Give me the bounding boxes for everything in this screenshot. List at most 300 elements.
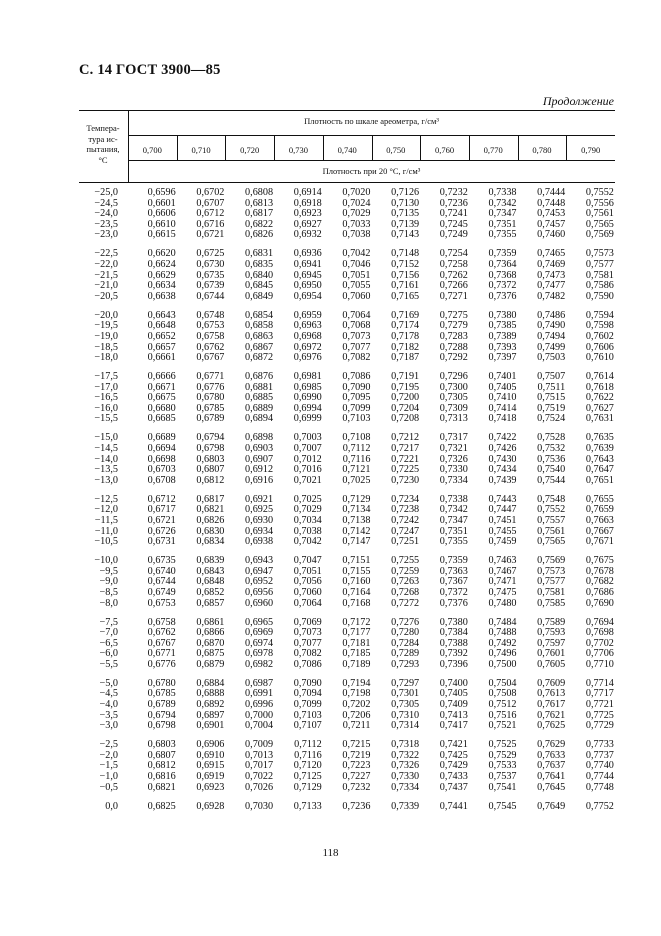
density-cell: 0,7443 [488,493,517,505]
density-cell: 0,6925 [245,504,274,516]
density-cell: 0,7280 [391,627,420,639]
row-group [79,740,619,793]
density-cell: 0,7565 [537,536,566,548]
density-cell: 0,7515 [537,392,566,404]
density-cell: 0,7444 [537,187,566,198]
density-cell: 0,7189 [342,658,371,670]
temp-header-line: тура ис- [88,133,118,144]
density-cell: 0,7392 [439,648,468,660]
density-cell: 0,7397 [488,352,517,364]
density-cell: 0,7204 [391,402,420,414]
temperature-cell: −6,5 [99,637,118,649]
density-cell: 0,7655 [585,493,614,505]
density-cell: 0,7151 [342,555,371,567]
density-cell: 0,7225 [391,464,420,476]
density-cell: 0,6780 [196,392,225,404]
density-cell: 0,6749 [147,586,176,598]
density-cell: 0,7000 [245,709,274,721]
density-cell: 0,6968 [293,330,322,342]
column-header: 0,770 [483,145,503,155]
density-cell: 0,7597 [537,637,566,649]
density-cell: 0,6863 [245,330,274,342]
density-cell: 0,6897 [196,709,225,721]
density-cell: 0,7467 [488,565,517,577]
density-cell: 0,7737 [585,749,614,761]
density-cell: 0,7181 [342,637,371,649]
density-cell: 0,6947 [245,565,274,577]
density-cell: 0,7425 [439,749,468,761]
temperature-cell: −18,0 [94,352,118,364]
density-cell: 0,7004 [245,720,274,732]
density-cell: 0,7536 [537,453,566,465]
density-cell: 0,7439 [488,474,517,486]
density-cell: 0,7060 [293,586,322,598]
density-cell: 0,7138 [342,514,371,526]
density-cell: 0,7492 [488,637,517,649]
temperature-cell: −8,0 [99,597,118,609]
density-cell: 0,7573 [585,248,614,260]
density-cell: 0,7020 [342,187,371,198]
density-cell: 0,7022 [245,771,274,783]
density-cell: 0,7465 [537,248,566,260]
density-cell: 0,7247 [391,525,420,537]
density-cell: 0,7503 [537,352,566,364]
temperature-cell: 0,0 [105,800,118,812]
density-cell: 0,7003 [293,432,322,444]
density-cell: 0,6675 [147,392,176,404]
density-header: Плотность по шкале ареометра, г/см³ [304,116,439,126]
density-cell: 0,6919 [196,771,225,783]
density-cell: 0,7744 [585,771,614,783]
density-cell: 0,6959 [293,309,322,321]
column-header: 0,760 [434,145,455,155]
density-cell: 0,6918 [293,197,322,209]
density-cell: 0,6767 [147,637,176,649]
density-cell: 0,7433 [439,771,468,783]
density-cell: 0,7586 [585,280,614,292]
density-cell: 0,6952 [245,576,274,588]
density-cell: 0,6789 [147,699,176,711]
density-cell: 0,7073 [342,330,371,342]
density-cell: 0,7069 [293,616,322,628]
temperature-cell: −1,0 [99,771,118,783]
temperature-cell: −14,0 [94,453,118,465]
temperature-cell: −4,5 [99,688,118,700]
density-cell: 0,7326 [391,760,420,772]
density-cell: 0,6974 [245,637,274,649]
temperature-cell: −9,5 [99,565,118,577]
density-cell: 0,7396 [439,658,468,670]
page-number: 118 [322,847,339,859]
density-cell: 0,6867 [245,341,274,353]
temperature-cell: −25,0 [94,187,118,198]
density-cell: 0,7507 [537,371,566,383]
density-cell: 0,7314 [391,720,420,732]
density-cell: 0,7164 [342,586,371,598]
density-cell: 0,7051 [293,565,322,577]
column-header: 0,780 [532,145,552,155]
density-cell: 0,7528 [537,432,566,444]
density-cell: 0,6798 [196,443,225,455]
row-group [79,249,619,302]
density-cell: 0,6813 [245,197,274,209]
table-row [79,599,619,610]
density-cell: 0,7499 [537,341,566,353]
density-cell: 0,6739 [196,280,225,292]
density-cell: 0,7116 [342,453,371,465]
density-cell: 0,6785 [147,688,176,700]
density-cell: 0,6915 [196,760,225,772]
density-cell: 0,7142 [342,525,371,537]
density-cell: 0,7610 [585,352,614,364]
density-cell: 0,7573 [537,565,566,577]
density-cell: 0,6826 [196,514,225,526]
density-cell: 0,6825 [147,800,176,812]
density-cell: 0,7262 [439,269,468,281]
table-row [79,516,619,527]
density-cell: 0,7347 [488,208,517,220]
header-col-rule [128,160,615,161]
density-cell: 0,7645 [537,781,566,793]
density-cell: 0,6794 [196,432,225,444]
density-cell: 0,7275 [439,309,468,321]
density-cell: 0,6999 [293,413,322,425]
density-cell: 0,6689 [147,432,176,444]
density-cell: 0,7168 [342,597,371,609]
density-cell: 0,6808 [245,187,274,198]
density-cell: 0,6903 [245,443,274,455]
density-cell: 0,7729 [585,720,614,732]
table-body [79,188,619,821]
density-cell: 0,7160 [342,576,371,588]
density-cell: 0,6812 [147,760,176,772]
density-cell: 0,7414 [488,402,517,414]
table-row [79,783,619,794]
temperature-cell: −5,0 [99,677,118,689]
density-cell: 0,7633 [537,749,566,761]
density-cell: 0,7099 [293,699,322,711]
density-cell: 0,7268 [391,586,420,598]
density-cell: 0,6685 [147,413,176,425]
density-cell: 0,7519 [537,402,566,414]
density-cell: 0,7126 [391,187,420,198]
density-cell: 0,7317 [439,432,468,444]
density-cell: 0,6950 [293,280,322,292]
density-cell: 0,7581 [537,586,566,598]
density-cell: 0,7135 [391,208,420,220]
density-cell: 0,7577 [585,258,614,270]
density-cell: 0,7482 [537,290,566,302]
temperature-cell: −22,5 [94,248,118,260]
table-row [79,660,619,671]
density-cell: 0,6976 [293,352,322,364]
temperature-cell: −0,5 [99,781,118,793]
density-cell: 0,7276 [391,616,420,628]
temperature-cell: −24,0 [94,208,118,220]
density-cell: 0,7367 [439,576,468,588]
table-row [79,188,619,199]
density-cell: 0,6620 [147,248,176,260]
density-cell: 0,7169 [391,309,420,321]
density-cell: 0,6866 [196,627,225,639]
density-cell: 0,7112 [294,739,322,751]
density-cell: 0,7355 [488,229,517,241]
density-cell: 0,6785 [196,402,225,414]
density-cell: 0,6978 [245,648,274,660]
density-cell: 0,7007 [293,443,322,455]
density-cell: 0,6835 [245,258,274,270]
density-cell: 0,7223 [342,760,371,772]
density-cell: 0,7206 [342,709,371,721]
density-cell: 0,7025 [342,474,371,486]
density-cell: 0,6885 [245,392,274,404]
temperature-cell: −11,5 [94,514,118,526]
density-cell: 0,7130 [391,197,420,209]
density-cell: 0,7255 [391,555,420,567]
density-cell: 0,7401 [488,371,517,383]
density-cell: 0,7477 [537,280,566,292]
density-cell: 0,7293 [391,658,420,670]
density-cell: 0,7283 [439,330,468,342]
density-cell: 0,7121 [342,464,371,476]
density-cell: 0,6712 [147,493,176,505]
density-cell: 0,7310 [391,709,420,721]
density-cell: 0,7663 [585,514,614,526]
density-cell: 0,7488 [488,627,517,639]
density-cell: 0,6753 [147,597,176,609]
density-cell: 0,7667 [585,525,614,537]
density-cell: 0,7659 [585,504,614,516]
temperature-cell: −20,5 [94,290,118,302]
table-row [79,588,619,599]
density-cell: 0,6807 [196,464,225,476]
density-cell: 0,6671 [147,381,176,393]
density-cell: 0,7613 [537,688,566,700]
density-cell: 0,7421 [439,739,468,751]
density-cell: 0,7305 [439,392,468,404]
density-cell: 0,7351 [439,525,468,537]
density-cell: 0,7094 [293,688,322,700]
density-cell: 0,6771 [147,648,176,660]
density-cell: 0,7486 [537,309,566,321]
temperature-cell: −1,5 [99,760,118,772]
density-cell: 0,6596 [147,187,176,198]
density-cell: 0,7334 [439,474,468,486]
density-cell: 0,7338 [488,187,517,198]
density-cell: 0,7376 [488,290,517,302]
density-cell: 0,7064 [293,597,322,609]
table-row [79,721,619,732]
density-cell: 0,7605 [537,658,566,670]
density-cell: 0,7602 [585,330,614,342]
density-cell: 0,7152 [391,258,420,270]
density-cell: 0,7227 [342,771,371,783]
density-cell: 0,7156 [391,269,420,281]
density-cell: 0,7368 [488,269,517,281]
density-cell: 0,6965 [245,616,274,628]
density-cell: 0,6794 [147,709,176,721]
density-cell: 0,7284 [391,637,420,649]
temperature-cell: −4,0 [99,699,118,711]
density-cell: 0,6716 [196,218,225,230]
density-cell: 0,6744 [196,290,225,302]
density-cell: 0,7230 [391,474,420,486]
density-cell: 0,7134 [342,504,371,516]
density-cell: 0,7241 [439,208,468,220]
density-cell: 0,6725 [196,248,225,260]
density-cell: 0,7500 [488,658,517,670]
density-cell: 0,6652 [147,330,176,342]
density-cell: 0,7552 [585,187,614,198]
density-cell: 0,7155 [342,565,371,577]
density-cell: 0,6694 [147,443,176,455]
density-cell: 0,7082 [293,648,322,660]
temperature-cell: −17,5 [94,371,118,383]
density-cell: 0,7413 [439,709,468,721]
density-cell: 0,7511 [537,381,566,393]
density-cell: 0,6721 [147,514,176,526]
density-cell: 0,6936 [293,248,322,260]
density-cell: 0,6822 [245,218,274,230]
density-cell: 0,7221 [391,453,420,465]
density-cell: 0,7469 [537,258,566,270]
density-cell: 0,7524 [537,413,566,425]
density-cell: 0,7437 [439,781,468,793]
density-cell: 0,7202 [342,699,371,711]
density-cell: 0,7046 [342,258,371,270]
density-cell: 0,6857 [196,597,225,609]
density-cell: 0,6945 [293,269,322,281]
density-cell: 0,7639 [585,443,614,455]
density-cell: 0,7143 [391,229,420,241]
density-cell: 0,7172 [342,616,371,628]
density-cell: 0,7112 [342,443,371,455]
density-cell: 0,7649 [537,800,566,812]
temperature-cell: −10,5 [94,536,118,548]
row-group [79,372,619,425]
density-cell: 0,7297 [391,677,420,689]
density-cell: 0,6721 [196,229,225,241]
density-cell: 0,6776 [147,658,176,670]
temperature-cell: −24,5 [94,197,118,209]
density-cell: 0,7326 [439,453,468,465]
density-cell: 0,7671 [585,536,614,548]
temp-header-line: Темпера- [86,123,120,133]
density-cell: 0,6889 [245,402,274,414]
density-cell: 0,7593 [537,627,566,639]
row-group [79,495,619,548]
density-cell: 0,7627 [585,402,614,414]
temperature-cell: −8,5 [99,586,118,598]
table-row [79,260,619,271]
density-cell: 0,6994 [293,402,322,414]
density-cell: 0,7647 [585,464,614,476]
density-cell: 0,7585 [537,597,566,609]
density-cell: 0,6985 [293,381,322,393]
density-cell: 0,6981 [293,371,322,383]
density-cell: 0,7609 [537,677,566,689]
continuation-label: Продолжение [542,94,614,108]
row-group [79,679,619,732]
density-cell: 0,7471 [488,576,517,588]
temperature-cell: −7,0 [99,627,118,639]
density-cell: 0,7321 [439,443,468,455]
density-cell: 0,6884 [196,677,225,689]
density-cell: 0,7082 [342,352,371,364]
density-cell: 0,6843 [196,565,225,577]
density-cell: 0,7422 [488,432,517,444]
density-cell: 0,6972 [293,341,322,353]
density-cell: 0,6934 [245,525,274,537]
density-cell: 0,7541 [488,781,517,793]
density-cell: 0,6960 [245,597,274,609]
density-cell: 0,7263 [391,576,420,588]
density-cell: 0,6821 [147,781,176,793]
density-cell: 0,6717 [147,504,176,516]
density-cell: 0,7606 [585,341,614,353]
density-cell: 0,7384 [439,627,468,639]
density-subheader: Плотность при 20 °С, г/см³ [322,166,421,176]
row-group [79,188,619,241]
density-cell: 0,6907 [245,453,274,465]
density-cell: 0,6817 [245,208,274,220]
density-cell: 0,7617 [537,699,566,711]
density-cell: 0,6932 [293,229,322,241]
temperature-cell: −6,0 [99,648,118,660]
density-cell: 0,7042 [342,248,371,260]
density-cell: 0,6982 [245,658,274,670]
density-cell: 0,7721 [585,699,614,711]
density-cell: 0,7301 [391,688,420,700]
density-cell: 0,6852 [196,586,225,598]
density-cell: 0,7459 [488,536,517,548]
density-cell: 0,7594 [585,309,614,321]
density-cell: 0,7643 [585,453,614,465]
density-cell: 0,7686 [585,586,614,598]
density-cell: 0,6848 [196,576,225,588]
density-cell: 0,6798 [147,720,176,732]
temperature-cell: −14,5 [94,443,118,455]
density-cell: 0,7400 [439,677,468,689]
density-cell: 0,6762 [196,341,225,353]
density-cell: 0,7448 [537,197,566,209]
density-cell: 0,7537 [488,771,517,783]
density-cell: 0,6898 [245,432,274,444]
temperature-cell: −13,0 [94,474,118,486]
density-cell: 0,7740 [585,760,614,772]
temperature-cell: −23,5 [94,218,118,230]
density-cell: 0,7706 [585,648,614,660]
density-cell: 0,7359 [439,555,468,567]
density-cell: 0,7025 [293,493,322,505]
temperature-cell: −9,0 [99,576,118,588]
table-row [79,414,619,425]
density-cell: 0,7012 [293,453,322,465]
density-cell: 0,6661 [147,352,176,364]
density-cell: 0,7029 [342,208,371,220]
density-cell: 0,7236 [439,197,468,209]
density-cell: 0,6807 [147,749,176,761]
density-cell: 0,7133 [293,800,322,812]
temperature-cell: −19,5 [94,320,118,332]
density-cell: 0,7426 [488,443,517,455]
table-row [79,332,619,343]
density-cell: 0,6666 [147,371,176,383]
density-cell: 0,7682 [585,576,614,588]
density-cell: 0,6731 [147,536,176,548]
density-cell: 0,7259 [391,565,420,577]
density-cell: 0,7625 [537,720,566,732]
